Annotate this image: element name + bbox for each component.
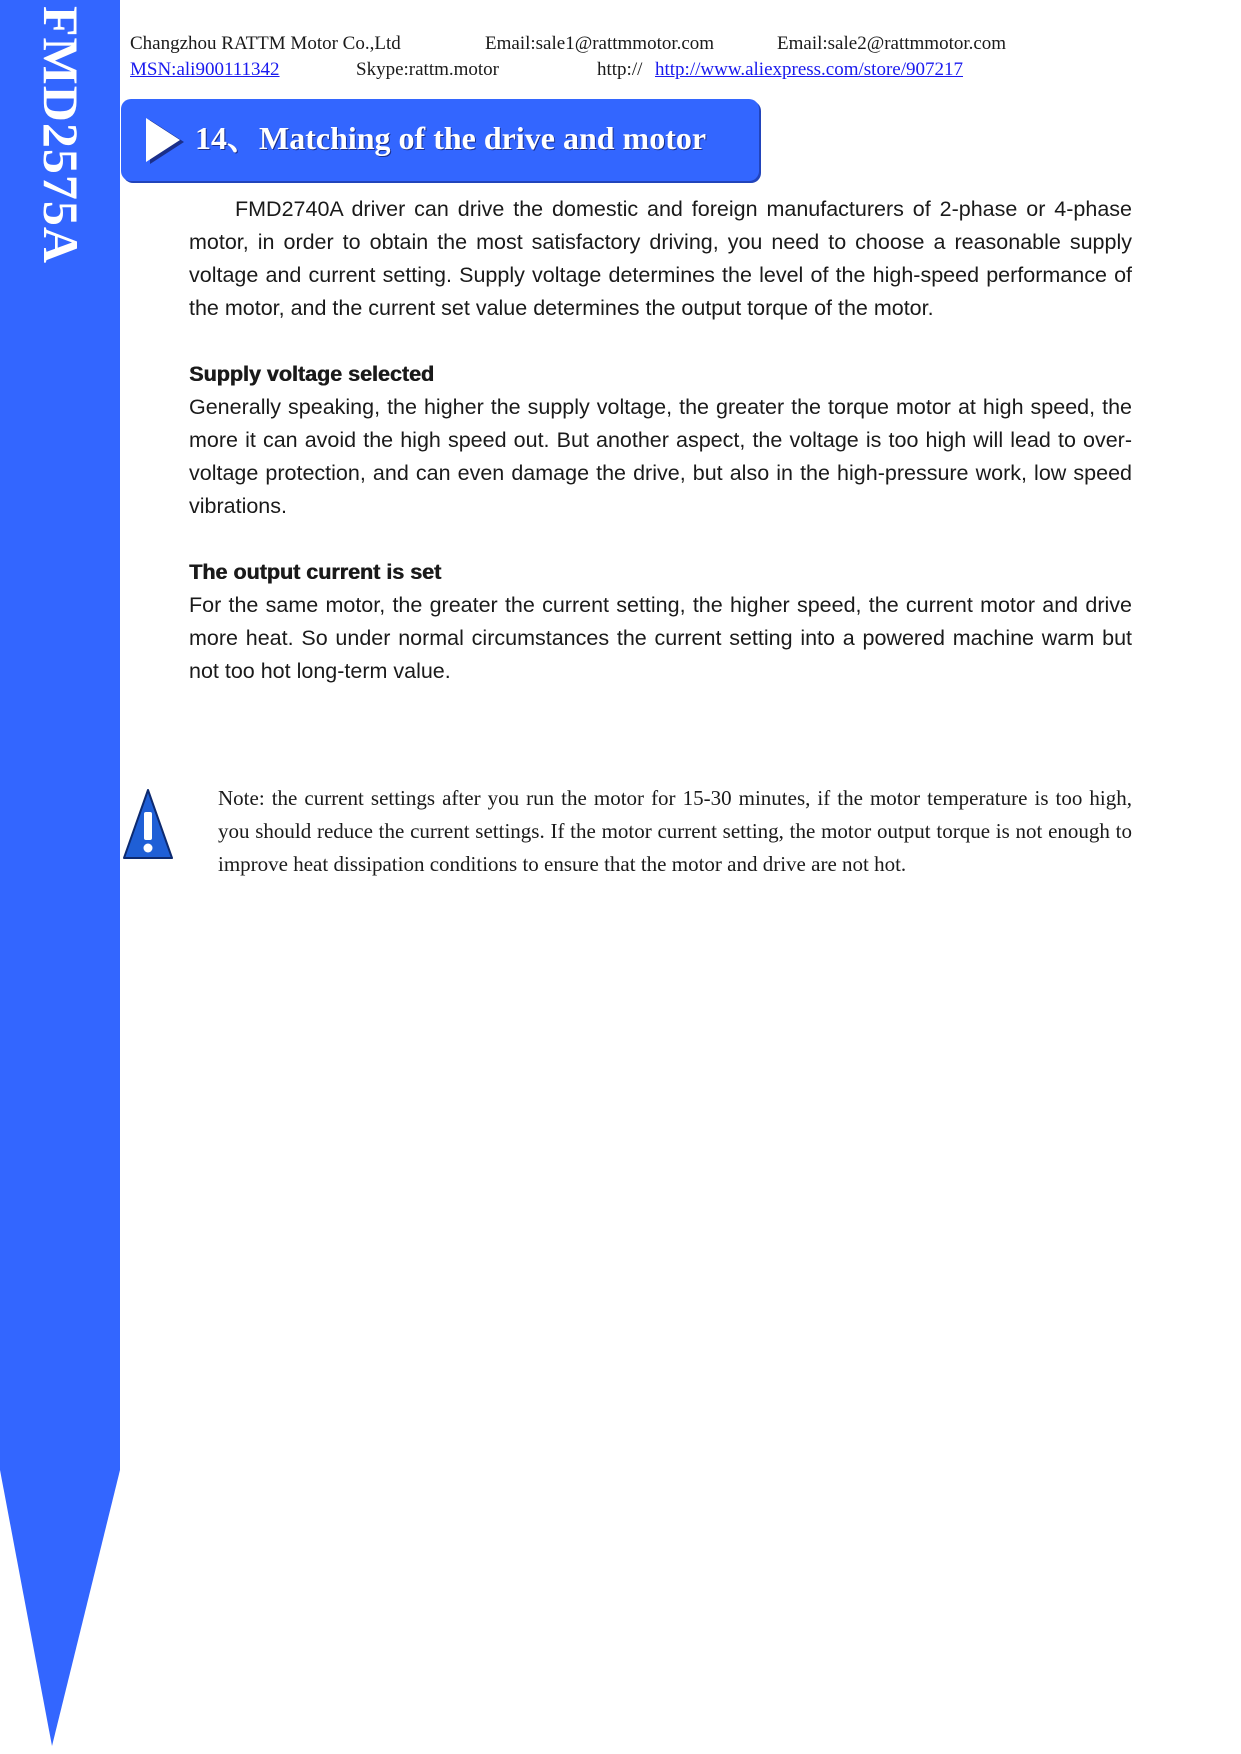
product-code: FMD2575A bbox=[33, 6, 89, 264]
note-text: Note: the current settings after you run the motor for 15-30 minutes, if the motor temperature is too high, you should reduce the current settings. If the motor current setting, the motor output torque is not enough to improve heat dissipation conditions to ensure that the motor and drive are not hot. bbox=[218, 786, 1132, 876]
intro-paragraph: FMD2740A driver can drive the domestic and foreign manufacturers of 2-phase or 4-phase motor, in order to obtain the most satisfactory driving, you need to choose a reasonable supply voltage and current setting. Supply voltage determines the level of the high-speed performance of the motor, and the current set value determines the output torque of the motor. bbox=[189, 197, 1132, 320]
section-title: 14、Matching of the drive and motor bbox=[195, 120, 707, 156]
body-content bbox=[189, 193, 1132, 688]
email-2: Email:sale2@rattmmotor.com bbox=[777, 33, 1007, 54]
skype-id: Skype:rattm.motor bbox=[356, 59, 500, 80]
http-prefix: http:// bbox=[597, 59, 643, 80]
current-heading: The output current is set bbox=[189, 560, 442, 584]
play-arrow-icon bbox=[143, 115, 185, 165]
email-1: Email:sale1@rattmmotor.com bbox=[485, 33, 715, 54]
company-name: Changzhou RATTM Motor Co.,Ltd bbox=[130, 33, 401, 54]
side-banner bbox=[0, 0, 122, 1754]
msn-link[interactable]: MSN:ali900111342 bbox=[130, 59, 280, 80]
warning-icon bbox=[122, 788, 174, 862]
current-paragraph: For the same motor, the greater the current setting, the higher speed, the current motor and drive more heat. So under normal circumstances the current setting into a powered machine warm but not too hot long-term value. bbox=[189, 593, 1132, 683]
store-link[interactable]: http://www.aliexpress.com/store/907217 bbox=[655, 59, 963, 80]
section-banner bbox=[121, 99, 759, 181]
voltage-heading: Supply voltage selected bbox=[189, 362, 434, 386]
voltage-paragraph: Generally speaking, the higher the supply voltage, the greater the torque motor at high speed, the more it can avoid the high speed out. But another aspect, the voltage is too high will lead to over-voltage protection, and can even damage the drive, but also in the high-pressure work, low speed vibrations. bbox=[189, 395, 1132, 518]
